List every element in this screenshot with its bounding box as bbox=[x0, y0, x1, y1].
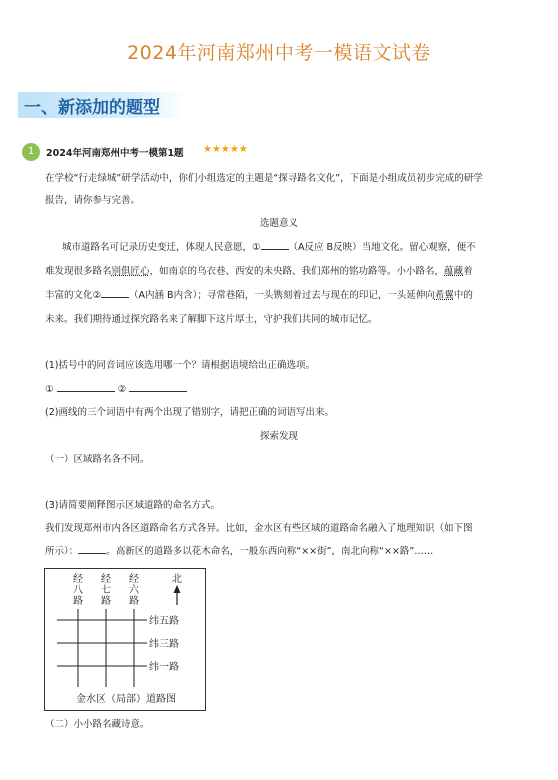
q3-text: 。高新区的道路多以花木命名，一般东西向称“××街”，南北向称“××路”…… bbox=[106, 546, 434, 557]
section-title: 一、新添加的题型 bbox=[24, 98, 160, 118]
q3-text: 所示）： bbox=[45, 546, 79, 557]
part1-heading: 选题意义 bbox=[259, 218, 298, 229]
blank-3[interactable] bbox=[78, 543, 106, 554]
para-line-2 bbox=[45, 262, 473, 282]
question-3: (3)请简要阐释图示区域道路的命名方式。 bbox=[45, 500, 220, 511]
map-column-label: 路 bbox=[129, 596, 139, 607]
map-caption: 金水区（局部）道路图 bbox=[76, 694, 176, 705]
road-map-figure bbox=[44, 568, 206, 711]
q3-line-2 bbox=[45, 542, 433, 562]
north-label: 北 bbox=[172, 574, 182, 585]
para-text: 丰富的文化② bbox=[45, 290, 102, 301]
para-text: 难发现很多路名 bbox=[45, 266, 112, 277]
difficulty-stars: ★★★★★ bbox=[203, 144, 248, 155]
map-column-label: 路 bbox=[101, 596, 111, 607]
part2-heading: 探索发现 bbox=[259, 431, 298, 442]
intro-line-1: 在学校“行走绿城”研学活动中，你们小组选定的主题是“探寻路名文化”，下面是小组成员初步完成的研学 bbox=[45, 173, 483, 184]
sub-section-2: （二）小小路名藏诗意。 bbox=[45, 719, 150, 730]
section-header bbox=[18, 92, 186, 118]
question-2: (2)画线的三个词语中有两个出现了错别字，请把正确的词语写出来。 bbox=[45, 407, 334, 418]
answer-mark-2: ② bbox=[117, 384, 127, 395]
para-text: 中的 bbox=[453, 290, 473, 301]
map-column-label: 经 bbox=[73, 574, 83, 585]
underlined-word-3: 希翼 bbox=[434, 290, 454, 301]
blank-2[interactable] bbox=[101, 287, 129, 298]
map-row-label: 纬五路 bbox=[149, 616, 179, 627]
underlined-word-1: 别俱匠心 bbox=[111, 266, 150, 277]
para-text: （A反应 B反映）当地文化。留心观察，便不 bbox=[288, 242, 476, 253]
map-column-label: 八 bbox=[73, 585, 83, 596]
para-text: 着 bbox=[463, 266, 473, 277]
sub-section-1: （一）区域路名各不同。 bbox=[45, 454, 150, 465]
answer-blank-1[interactable] bbox=[57, 381, 115, 392]
road-map-svg bbox=[45, 569, 207, 712]
map-row-label: 纬三路 bbox=[149, 639, 179, 650]
para-text: ，如南京的乌衣巷、西安的未央路、我们郑州的铭功路等。小小路名， bbox=[149, 266, 445, 277]
answer-mark-1: ① bbox=[45, 384, 54, 395]
map-column-label: 经 bbox=[101, 574, 111, 585]
answer-line-1 bbox=[45, 380, 187, 400]
question-number-badge: 1 bbox=[22, 143, 40, 161]
para-line-3 bbox=[45, 286, 473, 306]
map-column-label: 经 bbox=[129, 574, 139, 585]
underlined-word-2: 蕴藏 bbox=[444, 266, 464, 277]
q3-line-1: 我们发现郑州市内各区道路命名方式各异。比如，金水区有些区域的道路命名融入了地理知识（如下图 bbox=[45, 523, 473, 534]
para-text: 城市道路名可记录历史变迁，体现人民意愿，① bbox=[62, 242, 261, 253]
map-column-label: 六 bbox=[129, 585, 139, 596]
para-line-4: 未来。我们期待通过探究路名来了解脚下这片厚土，守护我们共同的城市记忆。 bbox=[45, 314, 378, 325]
intro-line-2: 报告，请你参与完善。 bbox=[45, 195, 141, 206]
blank-1[interactable] bbox=[261, 239, 289, 250]
question-1: (1)括号中的同音词应该选用哪一个？请根据语境给出正确选项。 bbox=[45, 360, 315, 371]
page-title: 2024年河南郑州中考一模语文试卷 bbox=[127, 42, 431, 64]
map-column-label: 路 bbox=[73, 596, 83, 607]
para-line-1 bbox=[62, 238, 476, 258]
map-column-label: 七 bbox=[101, 585, 111, 596]
north-arrow-icon bbox=[174, 585, 181, 593]
para-text: （A内涵 B内含）；寻常巷陌，一头镌刻着过去与现在的印记，一头延伸向 bbox=[129, 290, 435, 301]
answer-blank-2[interactable] bbox=[129, 381, 187, 392]
map-row-label: 纬一路 bbox=[149, 662, 179, 673]
question-source: 2024年河南郑州中考一模第1题 bbox=[46, 148, 184, 159]
